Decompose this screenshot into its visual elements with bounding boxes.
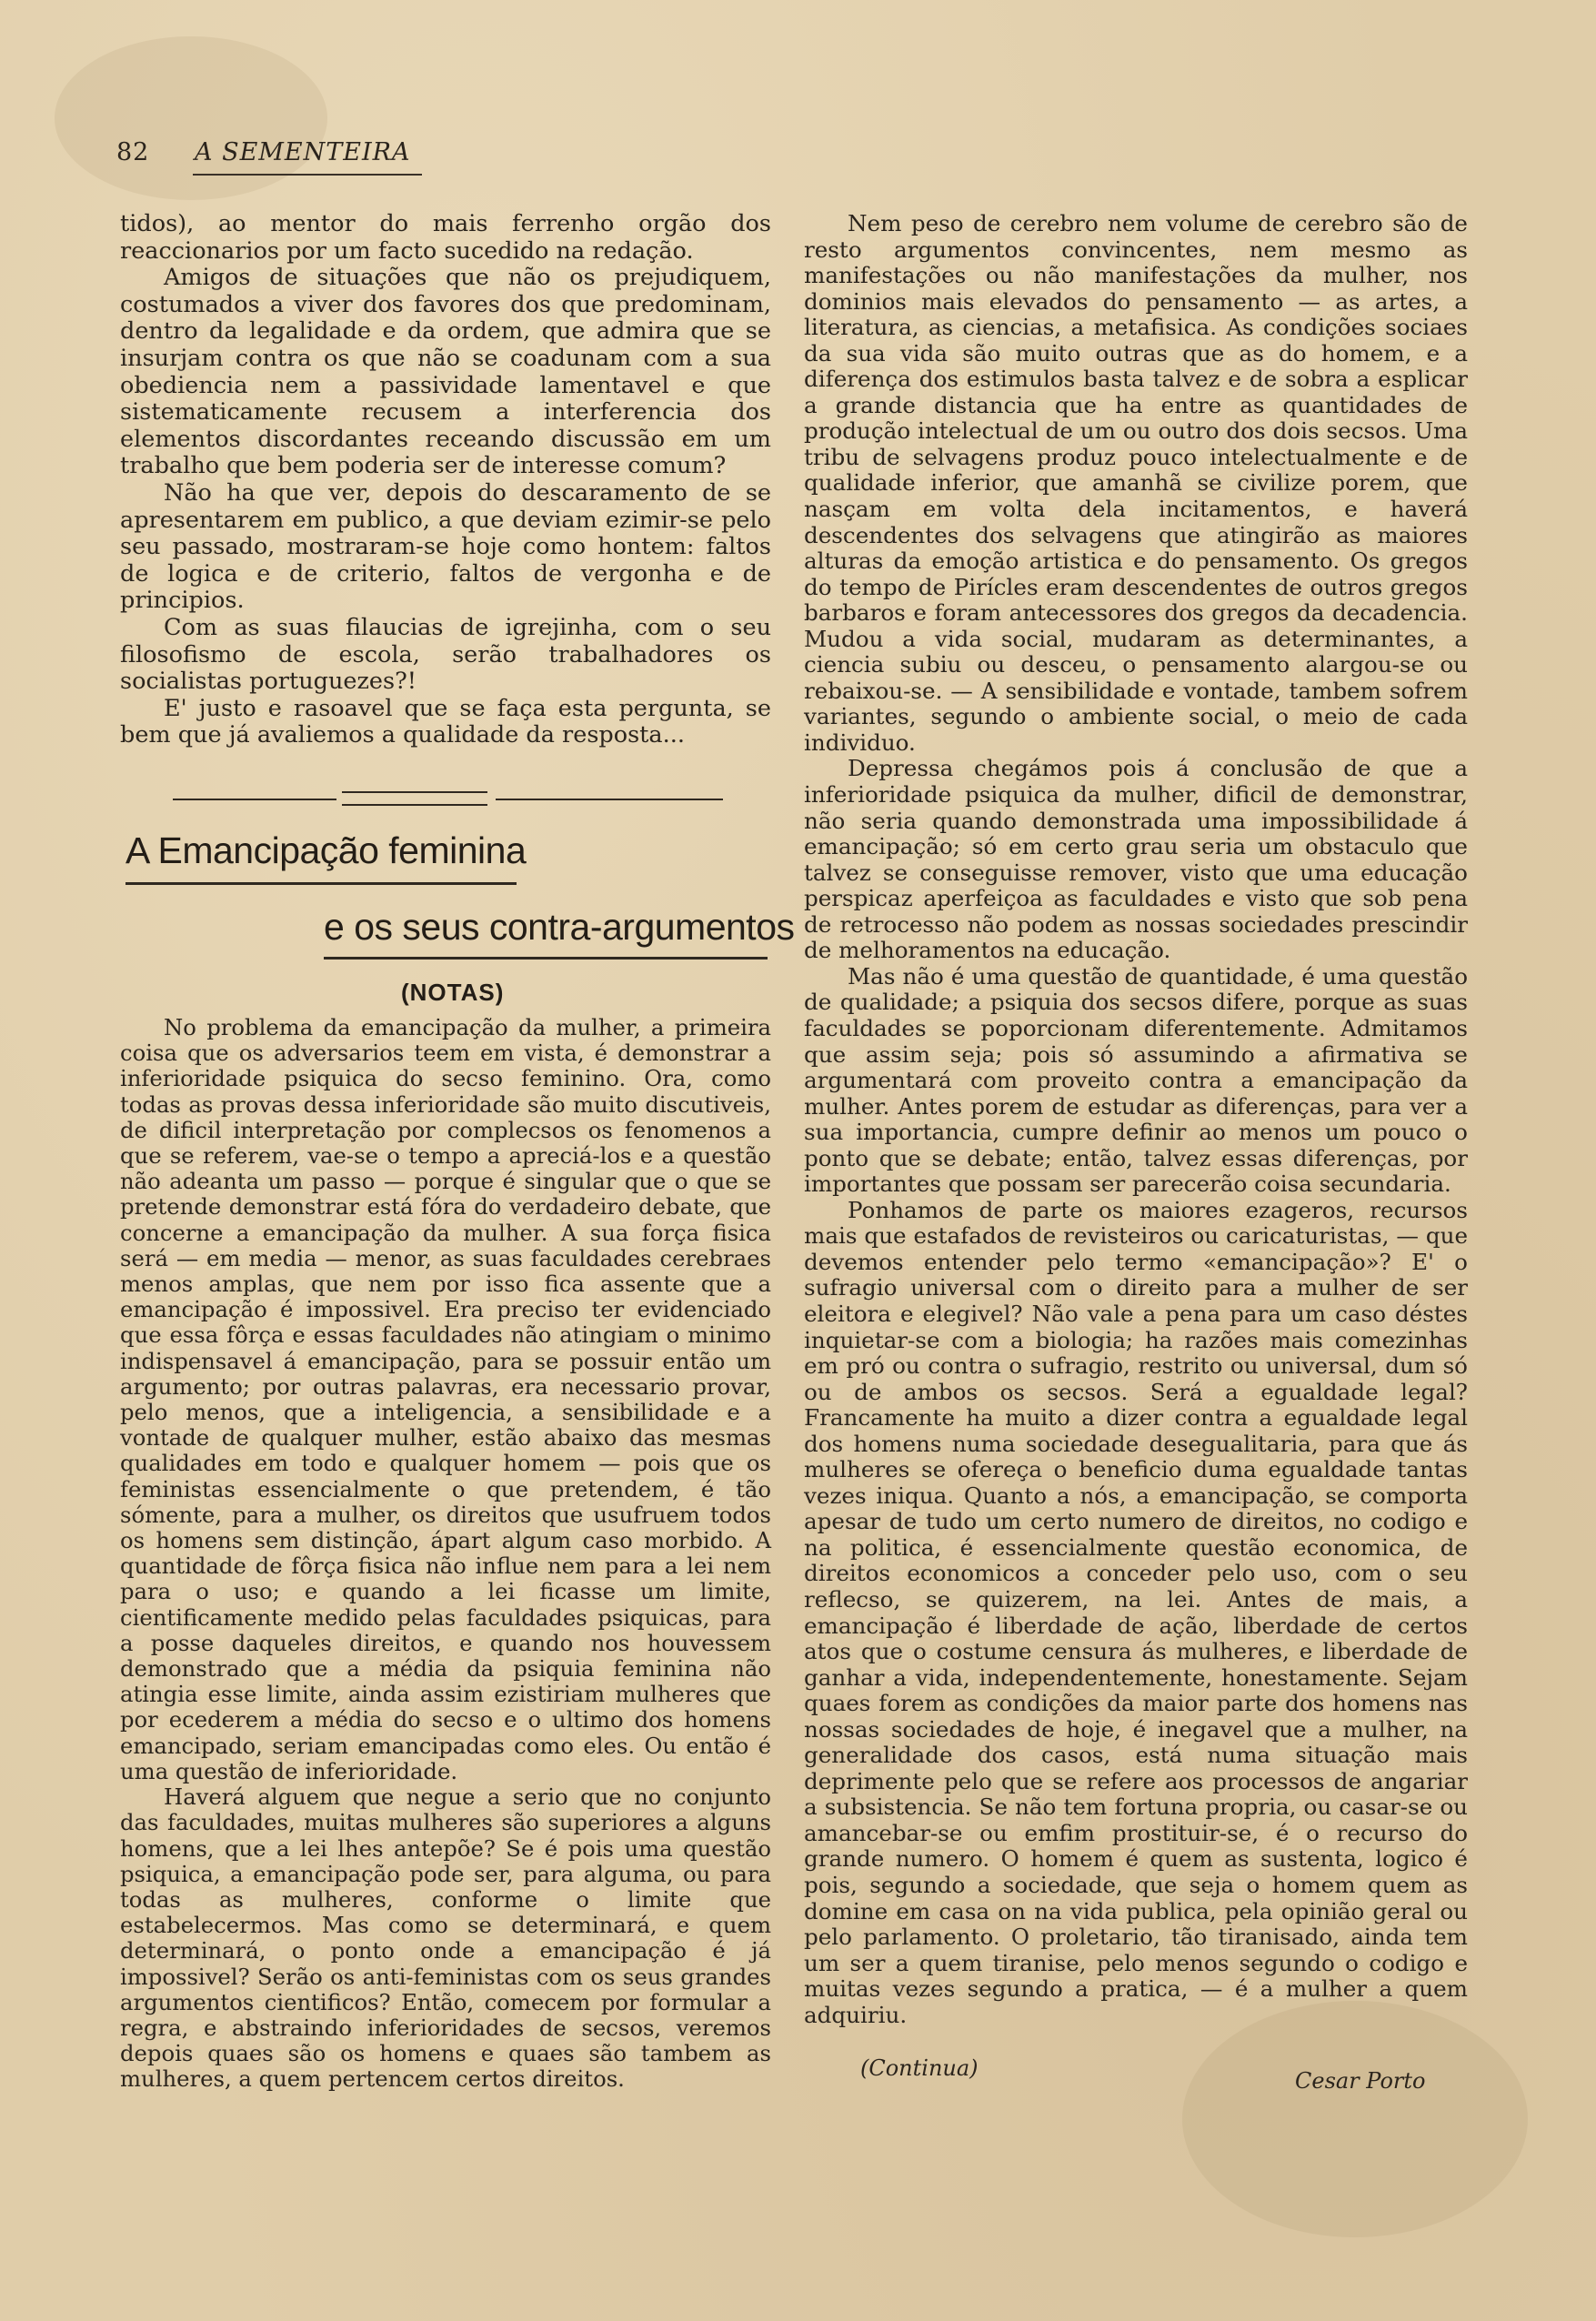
- paragraph: Mas não é uma questão de quantidade, é uma questão de qualidade; a psiquia dos secsos difere, porque as suas faculdades se poporcionam diferentemente. Admitamos que assim seja; pois só assumindo a afirmativa se argumentará com proveito contra a emancipação da mulher. Antes porem de estudar as diferenças, para ver a sua importancia, cumpre definir ao menos um pouco o ponto que se debate; então, talvez essas diferenças, por importantes que possam ser parecerão coisa secundaria.: [804, 962, 1468, 1198]
- article-title-line1: A Emancipação feminina: [125, 829, 527, 871]
- article-subtitle: (NOTAS): [401, 979, 505, 1006]
- paragraph: Não ha que ver, depois do descaramento de se apresentarem em publico, a que deviam ezimir-se pelo seu passado, mostraram-se hoje como hontem: faltos de logica e de criterio, faltos de vergonha e de principios.: [120, 478, 771, 615]
- paragraph: Nem peso de cerebro nem volume de cerebro são de resto argumentos convincentes, nem mesmo as manifestações ou não manifestações da mulher, nos dominios mais elevados do pensamento — as artes, a literatura, as ciencias, a metafisica. As condições sociaes da sua vida são muito outras que as do homem, e a diferença dos estimulos basta talvez e de sobra a esplicar a grande distancia que ha entre as quantidades de produção intelectual de um ou outro dos dois secsos. Uma tribu de selvagens produz pouco intelectualmente e de qualidade inferior, que amanhã se civilize porem, que nasçam em volta dela incitamentos, e haverá descendentes dos selvagens que atingirão as maiores alturas da emoção artistica e do pensamento. Os gregos do tempo de Pirícles eram descendentes de outros gregos barbaros e foram antecessores dos gregos da decadencia. Mudou a vida social, mudaram as determinantes, a ciencia subiu ou desceu, o pensamento alargou-se ou rebaixou-se. — A sensibilidade e vontade, tambem sofrem variantes, segundo o ambiente social, o meio de cada individuo.: [804, 210, 1468, 756]
- section-separator: [342, 791, 487, 793]
- paragraph: Com as suas filaucias de igrejinha, com o seu filosofismo de escola, serão trabalhadores os socialistas portuguezes?!: [120, 613, 771, 696]
- title-rule: [324, 957, 768, 960]
- section-separator: [173, 799, 336, 800]
- paragraph: Amigos de situações que não os prejudiquem, costumados a viver dos favores dos que predominam, dentro da legalidade e da ordem, que admira que se insurjam contra os que não se coadunam com a sua obediencia nem a passividade lamentavel e que sistematicamente recusem a interferencia dos elementos discordantes receando discussão em um trabalho que bem poderia ser de interesse comum?: [120, 264, 771, 480]
- paragraph: No problema da emancipação da mulher, a primeira coisa que os adversarios teem em vista, é demonstrar a inferioridade psiquica do secso feminino. Ora, como todas as provas dessa inferioridade são muito discutiveis, de dificil interpretação por complecsos os fenomenos a que se referem, vae-se o tempo a apreciá-los e a questão não adeanta um passo — porque é singular que o que se pretende demonstrar está fóra do verdadeiro debate, que concerne a emancipação da mulher. A sua força fisica será — em media — menor, as suas faculdades cerebraes menos amplas, que nem por isso fica assente que a emancipação é impossivel. Era preciso ter evidenciado que essa fôrça e essas faculdades não atingiam o minimo indispensavel á emancipação, para se possuir então um argumento; por outras palavras, era necessario provar, pelo menos, que a inteligencia, a sensibilidade e a vontade de qualquer mulher, estão abaixo das mesmas qualidades em todo e qualquer homem — pois que os feministas essencialmente o que pretendem, é tão sómente, para a mulher, os direitos que usufruem todos os homens sem distinção, ápart algum caso morbido. A quantidade de fôrça fisica não influe nem para a lei nem para o uso; e quando a lei ficasse um limite, cientificamente medido pelas faculdades psiquicas, para a posse daqueles direitos, e quando nos houvessem demonstrado que a média da psiquia feminina não atingia esse limite, ainda assim ezistiriam mulheres que por ecederem a média do secso e o ultimo dos homens emancipado, seriam emancipadas como eles. Ou então é uma questão de inferioridade.: [120, 1014, 771, 1784]
- continued-note: (Continua): [860, 2055, 979, 2081]
- paper-stain: [55, 36, 327, 200]
- left-column-previous-article: [120, 211, 771, 749]
- paragraph: Ponhamos de parte os maiores ezageros, recursos mais que estafados de revisteiros ou caricaturistas, — que devemos entender pelo termo «emancipação»? E' o sufragio universal com o direito para a mulher de ser eleitora e elegivel? Não vale a pena para um caso déstes inquietar-se com a biologia; ha razões mais comezinhas em pró ou contra o sufragio, restrito ou universal, dum só ou de ambos os secsos. Será a egualdade legal? Francamente ha muito a dizer contra a egualdade legal dos homens numa sociedade desegualitaria, para que ás mulheres se ofereça o beneficio duma egualdade tantas vezes iniqua. Quanto a nós, a emancipação, se comporta apesar de tudo um certo numero de direitos, no codigo e na politica, é essencialmente questão economica, de direitos economicos a conceder pelo uso, com o seu reflecso, se quizerem, na lei. Antes de mais, a emancipação é liberdade de ação, liberdade de certos atos que o costume censura ás mulheres, e liberdade de ganhar a vida, independentemente, honestamente. Sejam quaes forem as condições da maior parte dos homens nas nossas sociedades de hoje, é inegavel que a mulher, na generalidade dos casos, está numa situação mais deprimente pelo que se refere aos processos de angariar a subsistencia. Se não tem fortuna propria, ou casar-se ou amancebar-se ou emfim prostituir-se, é o recurso do grande numero. O homem é quem as sustenta, logico é pois, segundo a sociedade, que seja o homem quem as domine em casa on na vida publica, pela opinião geral ou pelo parlamento. O proletario, tão tiranisado, ainda tem um ser a quem tiranise, pelo menos segundo o codigo e muitas vezes segundo a pratica, — é a mulher a quem adquiriu.: [804, 1196, 1468, 2028]
- section-separator: [496, 799, 723, 800]
- title-rule: [125, 882, 517, 885]
- article-body-left: [120, 1015, 771, 2093]
- page-header: [116, 138, 571, 175]
- publication-title: A SEMENTEIRA: [195, 138, 411, 166]
- paragraph: Depressa chegámos pois á conclusão de que a inferioridade psiquica da mulher, dificil de demonstrar, não seria quando demonstrada uma impossibilidade á emancipação; só em certo grau seria um obstaculo que talvez se conseguisse remover, visto que uma educação perspicaz aperfeiçoa as faculdades e visto que sob pena de retrocesso não podem as nossas sociedades prescindir de melhoramentos na educação.: [804, 755, 1468, 964]
- header-underline: [193, 174, 422, 176]
- author-signature: Cesar Porto: [1295, 2068, 1426, 2094]
- article-body-right: [804, 211, 1468, 2028]
- article-title-line2: e os seus contra-argumentos: [324, 906, 795, 948]
- section-separator: [342, 804, 487, 806]
- paper-stain: [1182, 2001, 1528, 2237]
- paragraph: Haverá alguem que negue a serio que no conjunto das faculdades, muitas mulheres são superiores a alguns homens, que a lei lhes antepõe? Se é pois uma questão psiquica, a emancipação pode ser, para alguma, ou para todas as mulheres, conforme o limite que estabelecermos. Mas como se determinará, e quem determinará, o ponto onde a emancipação é já impossivel? Serão os anti-feministas com os seus grandes argumentos cientificos? Então, comecem por formular a regra, e abstraindo inferioridades de secsos, veremos depois quaes são os homens e quaes são tambem as mulheres, a quem pertencem certos direitos.: [120, 1783, 771, 2093]
- paragraph: tidos), ao mentor do mais ferrenho orgão dos reaccionarios por um facto sucedido na redação.: [120, 210, 771, 265]
- page-number: 82: [116, 138, 150, 166]
- paragraph: E' justo e rasoavel que se faça esta pergunta, se bem que já avaliemos a qualidade da resposta...: [120, 694, 771, 749]
